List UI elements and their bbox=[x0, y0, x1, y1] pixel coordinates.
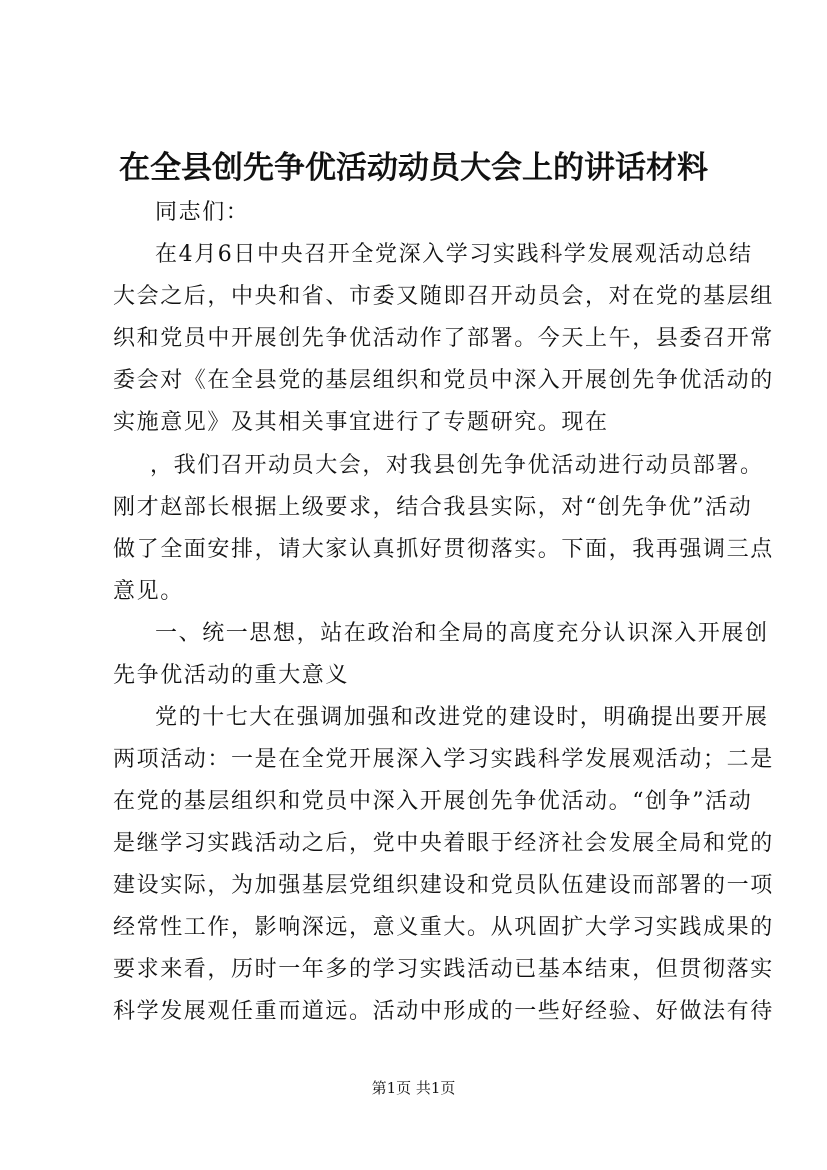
paragraph-line: 意见。 bbox=[113, 579, 184, 604]
paragraph-line: 在党的基层组织和党员中深入开展创先争优活动。“创争”活动 bbox=[113, 789, 753, 814]
document-title: 在全县创先争优活动动员大会上的讲话材料 bbox=[119, 150, 708, 186]
paragraph-line: 科学发展观任重而道远。活动中形成的一些好经验、好做法有待 bbox=[113, 999, 774, 1024]
paragraph-line: 委会对《在全县党的基层组织和党员中深入开展创先争优活动的 bbox=[113, 368, 774, 393]
paragraph-line: 做了全面安排，请大家认真抓好贯彻落实。下面，我再强调三点 bbox=[113, 537, 774, 562]
paragraph-line: ，我们召开动员大会，对我县创先争优活动进行动员部署。 bbox=[150, 453, 764, 478]
paragraph-line: 党的十七大在强调加强和改进党的建设时，明确提出要开展 bbox=[155, 705, 769, 730]
paragraph-line: 建设实际，为加强基层党组织建设和党员队伍建设而部署的一项 bbox=[113, 873, 774, 898]
section-heading-line: 先争优活动的重大意义 bbox=[113, 663, 350, 688]
paragraph-line: 是继学习实践活动之后，党中央着眼于经济社会发展全局和党的 bbox=[113, 831, 774, 856]
paragraph-line: 要求来看，历时一年多的学习实践活动已基本结束，但贯彻落实 bbox=[113, 957, 774, 982]
paragraph-line: 大会之后，中央和省、市委又随即召开动员会，对在党的基层组 bbox=[113, 284, 774, 309]
paragraph-line: 两项活动：一是在全党开展深入学习实践科学发展观活动；二是 bbox=[113, 747, 774, 772]
paragraph-line: 织和党员中开展创先争优活动作了部署。今天上午，县委召开常 bbox=[113, 326, 774, 351]
paragraph-line: 在4月6日中央召开全党深入学习实践科学发展观活动总结 bbox=[155, 242, 753, 267]
paragraph-line: 刚才赵部长根据上级要求，结合我县实际，对“创先争优”活动 bbox=[113, 495, 753, 520]
salutation-line: 同志们： bbox=[155, 200, 250, 225]
section-heading-line: 一、统一思想，站在政治和全局的高度充分认识深入开展创 bbox=[155, 621, 769, 646]
paragraph-line: 经常性工作，影响深远，意义重大。从巩固扩大学习实践成果的 bbox=[113, 915, 774, 940]
paragraph-line: 实施意见》及其相关事宜进行了专题研究。现在 bbox=[113, 410, 609, 435]
page-number-footer: 第1页 共1页 bbox=[371, 1079, 456, 1097]
